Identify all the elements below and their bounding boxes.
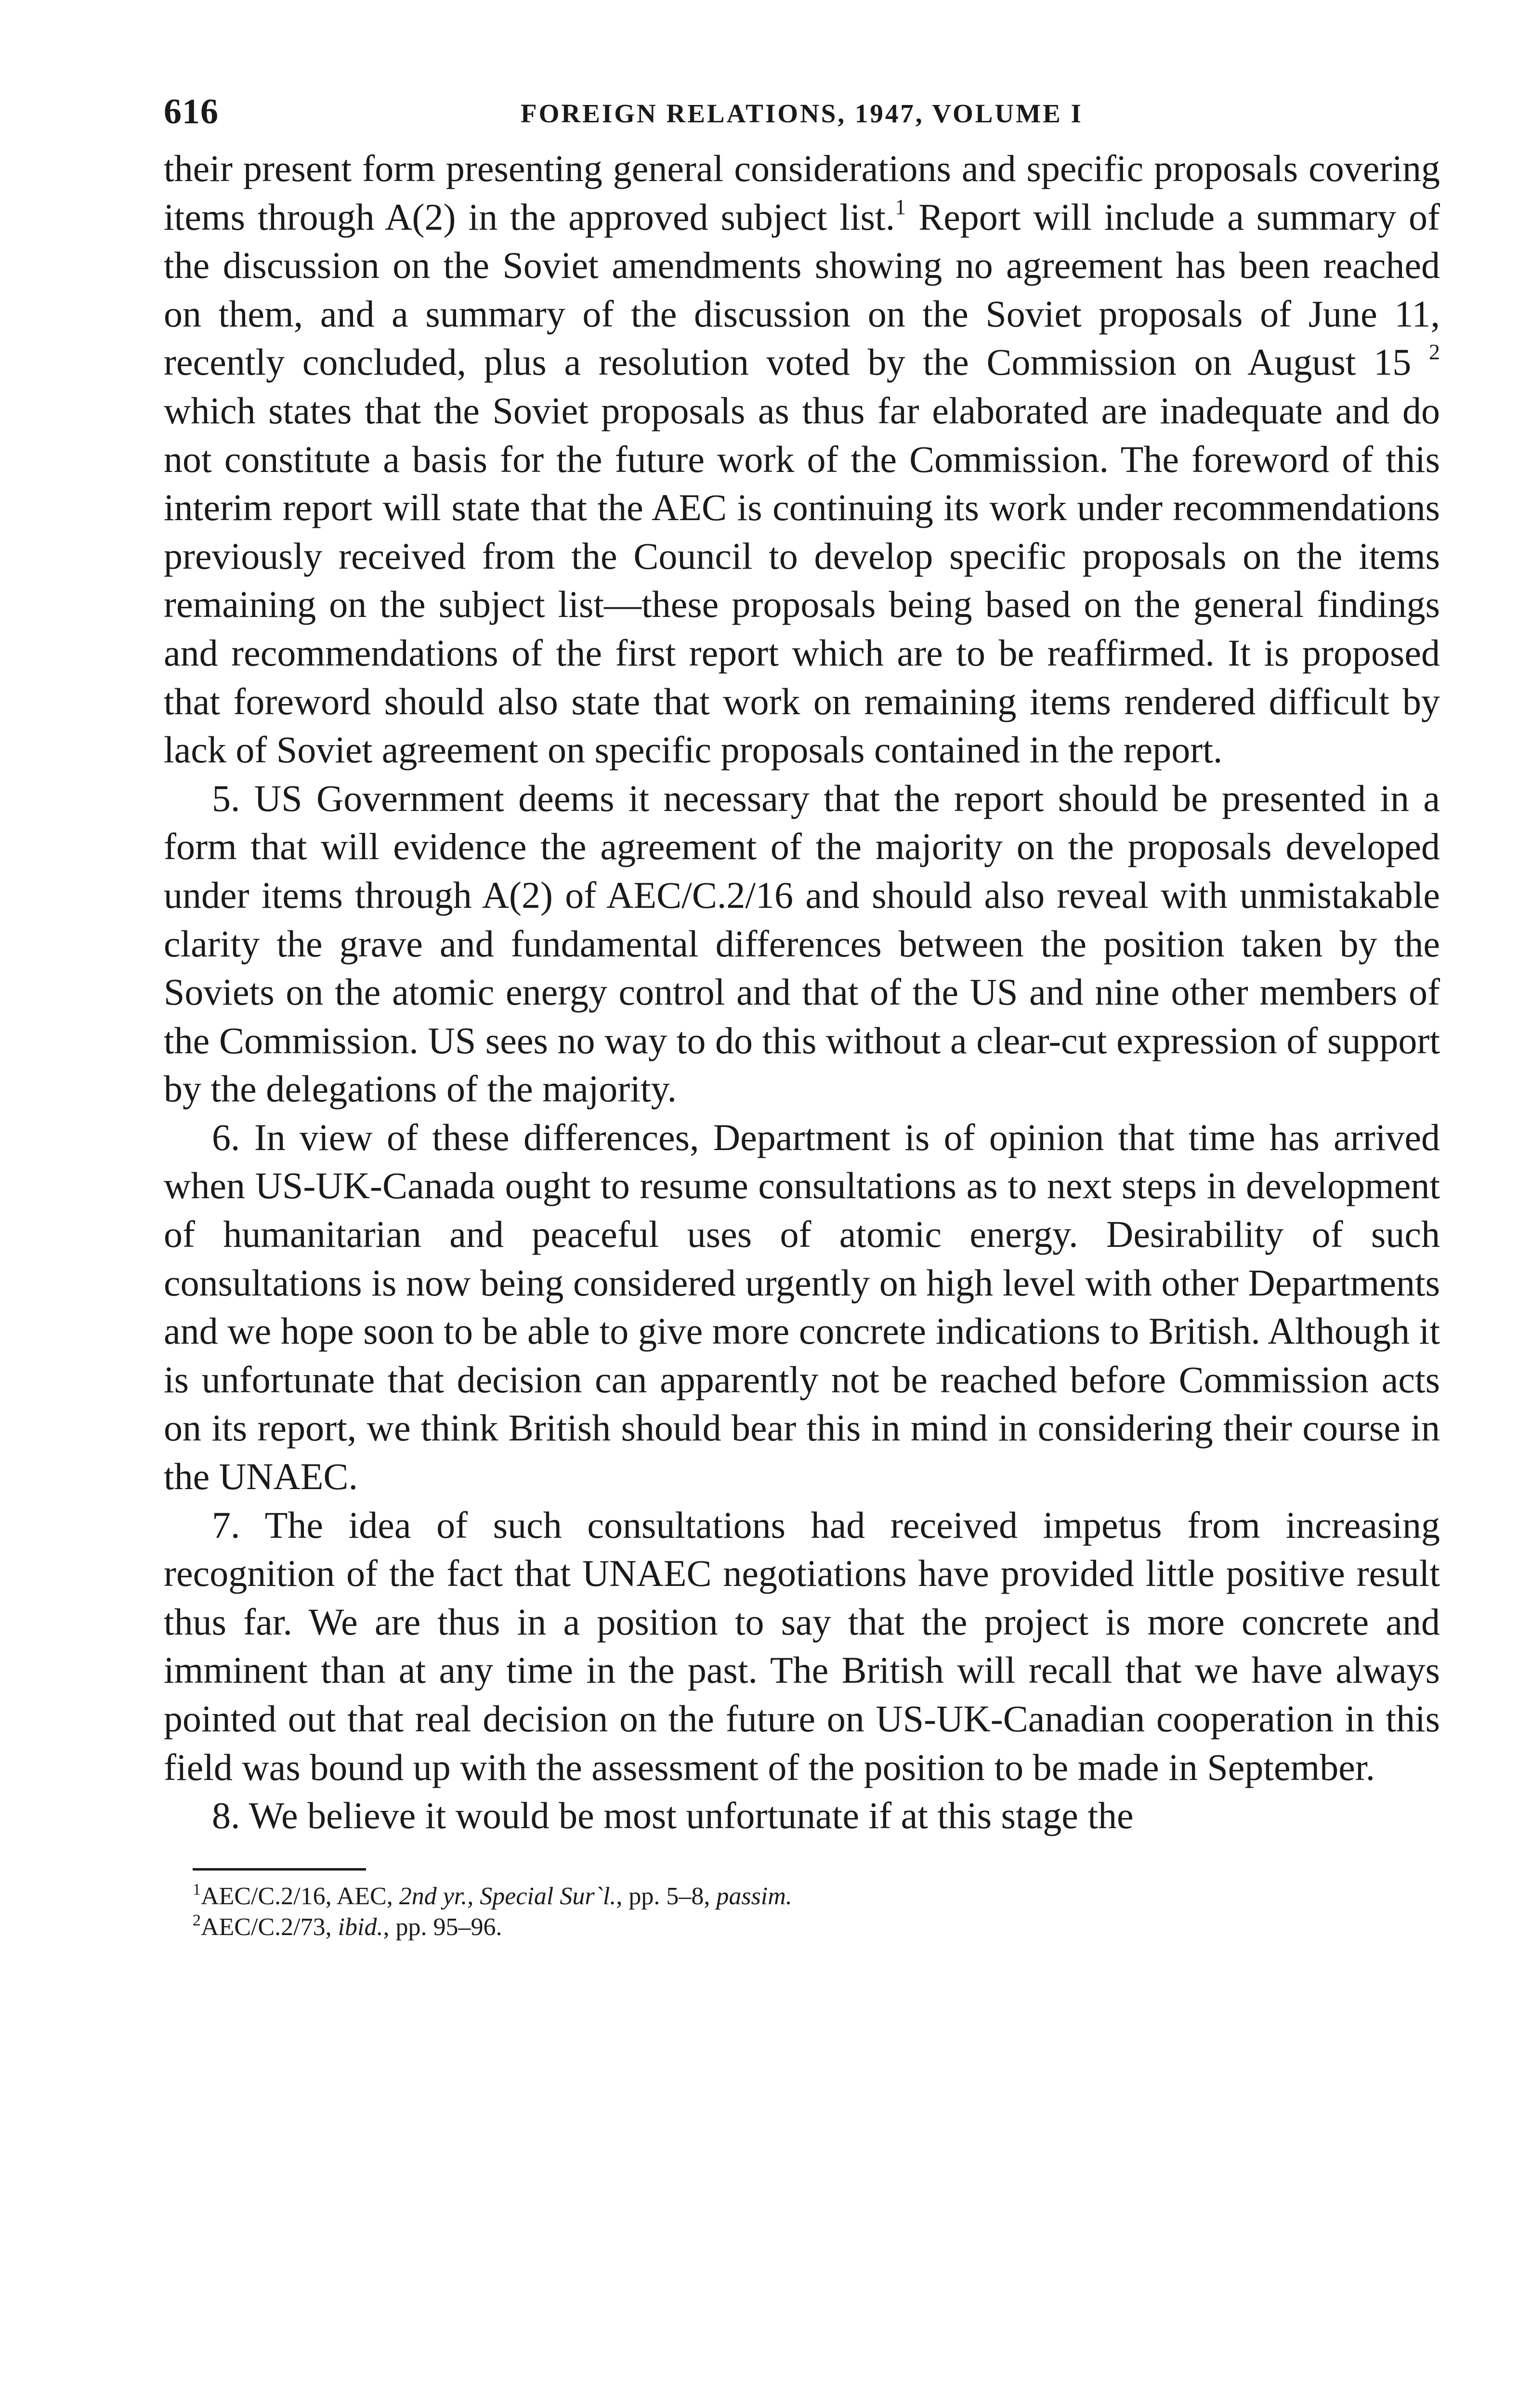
paragraph-text: their present form presenting general considerations and specific proposals covering items through A(2) in the approved subject list. <box>164 147 1440 238</box>
footnote-divider <box>193 1868 366 1871</box>
running-head <box>164 92 1440 144</box>
footnotes <box>164 1881 1440 1943</box>
paragraph-5: 5. US Government deems it necessary that the report should be presented in a form that will evidence the agreement of the majority on the proposals developed under items through A(2) of AEC/C.2/16 and should also reveal with unmistakable clarity the grave and fundamental differences between the position taken by the Soviets on the atomic energy control and that of the US and nine other members of the Commission. US sees no way to do this without a clear-cut expression of support by the delegations of the majority. <box>164 777 1440 1110</box>
footnote-marker: 2 <box>193 1911 201 1929</box>
running-title: FOREIGN RELATIONS, 1947, VOLUME I <box>521 99 1083 128</box>
footnote-text: AEC/C.2/16, AEC, <box>201 1882 399 1910</box>
footnote-text: , pp. 95–96. <box>383 1913 502 1941</box>
paragraph-6: 6. In view of these differences, Department is of opinion that time has arrived when US-UK-Canada ought to resume consultations as to next steps in development of humanitarian and peaceful uses of atomic energy. Desirability of such consultations is now being considered urgently on high level with other Departments and we hope soon to be able to give more concrete indications to British. Although it is unfortunate that decision can apparently not be reached before Commission acts on its report, we think British should bear this in mind in considering their course in the UNAEC. <box>164 1116 1440 1498</box>
paragraph-continuation <box>164 144 1440 774</box>
paragraph-8: 8. We believe it would be most unfortunate if at this stage the <box>212 1794 1134 1837</box>
footnote-italic: passim. <box>716 1882 792 1910</box>
footnote-text: , pp. 5–8, <box>616 1882 717 1910</box>
body-text <box>164 144 1440 1840</box>
document-page <box>164 92 1440 1943</box>
paragraph-7: 7. The idea of such consultations had received impetus from increasing recognition of the fact that UNAEC negotiations have provided little positive result thus far. We are thus in a position to say that the project is more concrete and imminent than at any time in the past. The British will recall that we have always pointed out that real decision on the future on US-UK-Canadian cooperation in this field was bound up with the assessment of the position to be made in September. <box>164 1504 1440 1788</box>
paragraph-text: which states that the Soviet proposals as thus far elaborated are inadequate and do not constitute a basis for the future work of the Commission. The foreword of this interim report will state that the AEC is continuing its work under recommendations previously received from the Council to develop specific proposals on the items remaining on the subject list—these proposals being based on the general findings and recommendations of the first report which are to be reaffirmed. It is proposed that foreword should also state that work on remaining items rendered difficult by lack of Soviet agreement on specific proposals contained in the report. <box>164 389 1440 771</box>
footnote-1 <box>164 1881 1440 1912</box>
footnote-2 <box>164 1912 1440 1943</box>
footnote-reference: 1 <box>895 194 906 219</box>
footnote-italic: 2nd yr., Special Sur⁠​`l. <box>399 1882 616 1910</box>
footnote-text: AEC/C.2/73, <box>201 1913 338 1941</box>
footnote-italic: ibid. <box>338 1913 383 1941</box>
footnote-marker: 1 <box>193 1880 201 1898</box>
page-number: 616 <box>164 92 219 131</box>
footnote-reference: 2 <box>1429 340 1440 365</box>
paragraph-text: Report will include a summary of the discussion on the Soviet amendments showing no agreement has been reached on them, and a summary of the discussion on the Soviet proposals of June 11, recently concluded, plus a resolution voted by the Commission on August 15 <box>164 196 1440 383</box>
